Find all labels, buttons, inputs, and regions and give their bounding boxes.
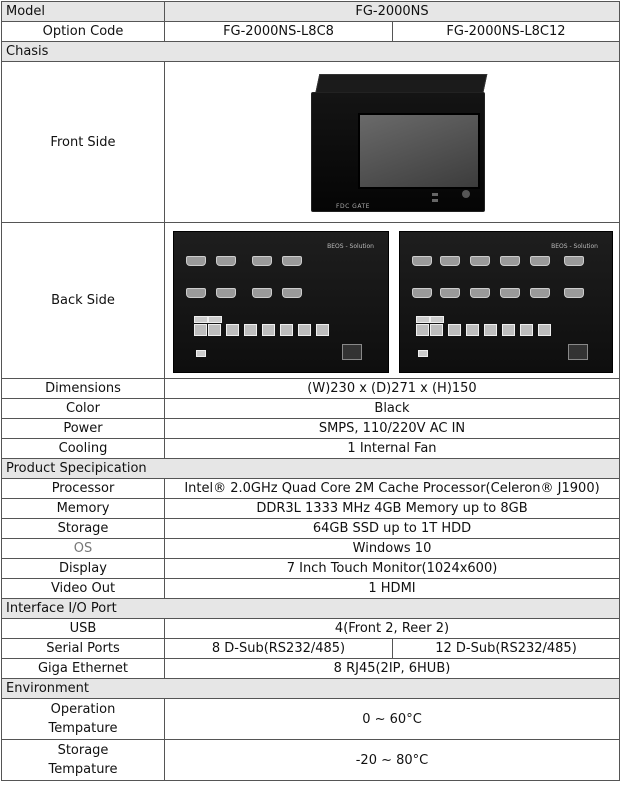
- front-device-illustration: [311, 74, 487, 210]
- option-code-label: Option Code: [2, 22, 165, 42]
- os-row: [2, 539, 620, 559]
- os-label: OS: [2, 539, 165, 559]
- ethernet-value: 8 RJ45(2IP, 6HUB): [165, 659, 620, 679]
- back-panel-brand: BEOS - Solution: [327, 243, 374, 250]
- front-side-row: [2, 62, 620, 223]
- processor-label: Processor: [2, 479, 165, 499]
- operation-temp-label: Operation Tempature: [2, 699, 165, 740]
- section-header-interface: Interface I/O Port: [2, 599, 620, 619]
- section-row-interface: [2, 599, 620, 619]
- storage-value: 64GB SSD up to 1T HDD: [165, 519, 620, 539]
- storage-temp-value: -20 ~ 80°C: [165, 740, 620, 781]
- serial-value-l8c12: 12 D-Sub(RS232/485): [393, 639, 620, 659]
- usb-row: [2, 619, 620, 639]
- video-out-value: 1 HDMI: [165, 579, 620, 599]
- memory-row: [2, 499, 620, 519]
- power-value: SMPS, 110/220V AC IN: [165, 419, 620, 439]
- back-panel-l8c8: [173, 231, 389, 373]
- cooling-label: Cooling: [2, 439, 165, 459]
- display-value: 7 Inch Touch Monitor(1024x600): [165, 559, 620, 579]
- storage-label: Storage: [2, 519, 165, 539]
- storage-temp-label: Storage Tempature: [2, 740, 165, 781]
- serial-value-l8c8: 8 D-Sub(RS232/485): [165, 639, 393, 659]
- option-code-row: [2, 22, 620, 42]
- color-value: Black: [165, 399, 620, 419]
- storage-temp-row: [2, 740, 620, 781]
- power-button-icon: [462, 190, 470, 198]
- memory-value: DDR3L 1333 MHz 4GB Memory up to 8GB: [165, 499, 620, 519]
- back-side-image-cell: [165, 223, 620, 379]
- video-out-row: [2, 579, 620, 599]
- front-side-label: Front Side: [2, 62, 165, 223]
- section-row-chasis: [2, 42, 620, 62]
- usb-value: 4(Front 2, Reer 2): [165, 619, 620, 639]
- section-header-chasis: Chasis: [2, 42, 620, 62]
- device-logo-text: FDC GATE: [336, 203, 370, 210]
- ethernet-row: [2, 659, 620, 679]
- ethernet-label: Giga Ethernet: [2, 659, 165, 679]
- usb-label: USB: [2, 619, 165, 639]
- video-out-label: Video Out: [2, 579, 165, 599]
- operation-temp-row: [2, 699, 620, 740]
- operation-temp-value: 0 ~ 60°C: [165, 699, 620, 740]
- option-code-l8c8: FG-2000NS-L8C8: [165, 22, 393, 42]
- cooling-value: 1 Internal Fan: [165, 439, 620, 459]
- option-code-l8c12: FG-2000NS-L8C12: [393, 22, 620, 42]
- serial-label: Serial Ports: [2, 639, 165, 659]
- processor-row: [2, 479, 620, 499]
- model-value: FG-2000NS: [165, 2, 620, 22]
- cooling-row: [2, 439, 620, 459]
- front-side-image-cell: [165, 62, 620, 223]
- dimensions-value: (W)230 x (D)271 x (H)150: [165, 379, 620, 399]
- back-side-image: [165, 223, 619, 378]
- back-panel-l8c12: BEOS - Solution: [399, 231, 613, 373]
- front-side-image: [165, 62, 619, 222]
- display-label: Display: [2, 559, 165, 579]
- spec-table: [1, 1, 620, 781]
- color-row: [2, 399, 620, 419]
- display-row: [2, 559, 620, 579]
- back-side-row: [2, 223, 620, 379]
- os-value: Windows 10: [165, 539, 620, 559]
- storage-row: [2, 519, 620, 539]
- processor-value: Intel® 2.0GHz Quad Core 2M Cache Processor(Celeron® J1900): [165, 479, 620, 499]
- back-side-label: Back Side: [2, 223, 165, 379]
- memory-label: Memory: [2, 499, 165, 519]
- section-header-product: Product Specipication: [2, 459, 620, 479]
- section-row-product: [2, 459, 620, 479]
- device-screen: [358, 113, 480, 189]
- section-header-environment: Environment: [2, 679, 620, 699]
- serial-row: [2, 639, 620, 659]
- model-row: [2, 2, 620, 22]
- dimensions-row: [2, 379, 620, 399]
- power-row: [2, 419, 620, 439]
- color-label: Color: [2, 399, 165, 419]
- dimensions-label: Dimensions: [2, 379, 165, 399]
- section-row-environment: [2, 679, 620, 699]
- model-label: Model: [2, 2, 165, 22]
- power-label: Power: [2, 419, 165, 439]
